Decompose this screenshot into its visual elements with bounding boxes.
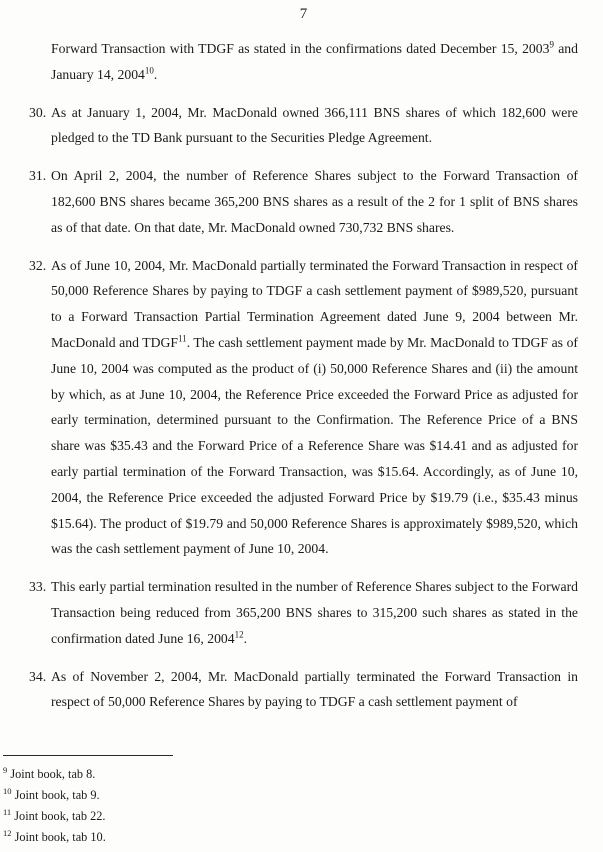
page-number: 7 bbox=[299, 6, 308, 22]
paragraph-continuation bbox=[29, 36, 578, 88]
footnote-text: Joint book, tab 9. bbox=[11, 788, 100, 802]
footnotes-section bbox=[3, 755, 563, 848]
paragraph-text: This early partial termination resulted in the number of Reference Shares subject to the Forward Transaction being reduced from 365,200 BNS shares to 315,200 such shares as stated in the confirmation dated June 16, 2004 bbox=[51, 579, 578, 646]
paragraph-30 bbox=[29, 100, 578, 152]
paragraph-text: As of November 2, 2004, Mr. MacDonald partially terminated the Forward Transaction in respect of 50,000 Reference Shares by paying to TDGF a cash settlement payment of bbox=[51, 668, 578, 710]
paragraph-text: As of June 10, 2004, Mr. MacDonald partially terminated the Forward Transaction in respect of 50,000 Reference Shares by paying to TDGF a cash settlement payment of $989,520, pursuant to a Forward Transaction Partial Termination Agreement dated June 9, 2004 between Mr. MacDonald and TDGF bbox=[51, 257, 578, 350]
paragraph-31 bbox=[29, 163, 578, 240]
footnote-marker: 11 bbox=[3, 806, 12, 817]
paragraph-number: 30. bbox=[29, 104, 47, 120]
paragraph-32 bbox=[29, 253, 578, 563]
footnote-marker: 12 bbox=[3, 827, 12, 838]
footnote-text: Joint book, tab 10. bbox=[11, 830, 106, 844]
footnote-separator bbox=[3, 755, 173, 756]
footnote-11 bbox=[3, 806, 563, 827]
footnote-marker: 10 bbox=[3, 785, 12, 796]
paragraph-34 bbox=[29, 664, 578, 716]
footnote-9 bbox=[3, 764, 563, 785]
paragraph-number: 34. bbox=[29, 668, 47, 684]
paragraph-text: and January 14, 2004 bbox=[51, 41, 578, 82]
footnote-ref: 11 bbox=[178, 333, 187, 344]
paragraph-number: 32. bbox=[29, 257, 47, 273]
document-body bbox=[29, 36, 578, 715]
footnote-list bbox=[3, 764, 563, 848]
paragraph-33 bbox=[29, 574, 578, 651]
paragraph-text: On April 2, 2004, the number of Reference Shares subject to the Forward Transaction of 182,600 BNS shares became 365,200 BNS shares as a result of the 2 for 1 split of BNS shares as of that date. On that date, Mr. MacDonald owned 730,732 BNS shares. bbox=[51, 168, 578, 235]
paragraph-text: As at January 1, 2004, Mr. MacDonald owned 366,111 BNS shares of which 182,600 were pledged to the TD Bank pursuant to the Securities Pledge Agreement. bbox=[51, 104, 578, 146]
footnote-text: Joint book, tab 8. bbox=[7, 767, 96, 781]
paragraph-text: . bbox=[243, 630, 248, 646]
footnote-12 bbox=[3, 827, 563, 848]
paragraph-number: 31. bbox=[29, 168, 47, 184]
footnote-ref: 12 bbox=[234, 629, 244, 640]
footnote-10 bbox=[3, 785, 563, 806]
paragraph-text: . The cash settlement payment made by Mr. MacDonald to TDGF as of June 10, 2004 was computed as the product of (i) 50,000 Reference Shares and (ii) the amount by which, as at June 10, 2004, the Reference Price exceeded the Forward Price as adjusted for early termination, determined pursuant to the Confirmation. The Reference Price of a BNS share was $35.43 and the Forward Price of a Reference Share was $14.41 and as adjusted for early partial termination of the Forward Transaction, was $15.64. Accordingly, as of June 10, 2004, the Reference Price exceeded the adjusted Forward Price by $19.79 (i.e., $35.43 minus $15.64). The product of $19.79 and 50,000 Reference Shares is approximately $989,520, which was the cash settlement payment of June 10, 2004. bbox=[51, 334, 578, 557]
footnote-text: Joint book, tab 22. bbox=[11, 809, 106, 823]
footnote-marker: 9 bbox=[3, 764, 8, 775]
footnote-ref: 10 bbox=[144, 65, 154, 76]
paragraph-text: . bbox=[153, 66, 158, 82]
paragraph-number: 33. bbox=[29, 579, 47, 595]
paragraph-text: Forward Transaction with TDGF as stated in the confirmations dated December 15, 2003 bbox=[51, 41, 550, 56]
footnote-ref: 9 bbox=[549, 39, 554, 50]
